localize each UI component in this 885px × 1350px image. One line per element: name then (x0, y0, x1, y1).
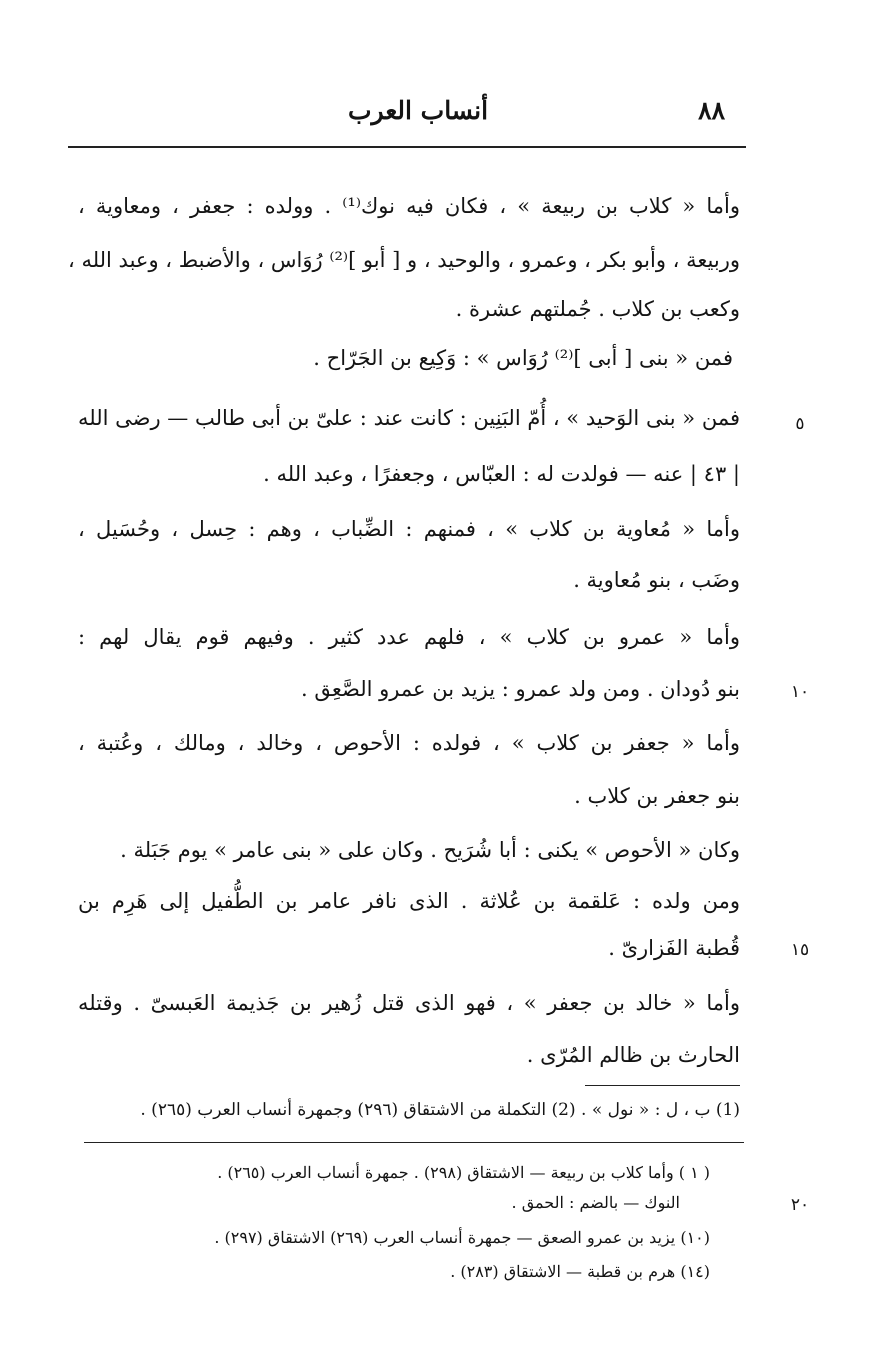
text-line: فمن « بنى [ أبى ]⁽²⁾ رُوَاس » : وَكِيع بن الجَرّاح . (313, 346, 733, 370)
notes-rule (84, 1142, 744, 1143)
header-rule (68, 146, 746, 148)
text-line: وضَب ، بنو مُعاوية . (573, 568, 740, 592)
text-line: قُطبة الفَزارىّ . (608, 936, 740, 960)
text-line: | ٤٣ | عنه — فولدت له : العبّاس ، وجعفرًا ، وعبد الله . (263, 462, 740, 486)
footnote-rule (585, 1085, 740, 1086)
text-line: وأما « عمرو بن كلاب » ، فلهم عدد كثير . وفيهم قوم يقال لهم : (78, 625, 740, 649)
line-number: ٥ (795, 414, 805, 434)
editor-note: (١٤) هرم بن قطبة — الاشتقاق (٢٨٣) . (450, 1262, 710, 1281)
text-line: الحارث بن ظالم المُرّى . (526, 1043, 740, 1067)
line-number: ١٥ (790, 940, 810, 960)
text-line: وكان « الأحوص » يكنى : أبا شُرَيح . وكان على « بنى عامر » يوم جَبَلة . (120, 838, 740, 862)
footnote: (1) ب ، ل : « نول » . (2) التكملة من الاشتقاق (٢٩٦) وجمهرة أنساب العرب (٢٦٥) . (140, 1100, 740, 1120)
page-number: ٨٨ (698, 96, 725, 125)
editor-note: ( ١ ) وأما كلاب بن ربيعة — الاشتقاق (٢٩٨) . جمهرة أنساب العرب (٢٦٥) . (217, 1163, 710, 1182)
line-number: ٢٠ (790, 1195, 810, 1215)
editor-note: النوك — بالضم : الحمق . (511, 1193, 680, 1212)
text-line: ومن ولده : عَلقمة بن عُلاثة . الذى نافر عامر بن الطُّفيل إلى هَرِم بن (78, 889, 740, 913)
text-line: وأما « مُعاوية بن كلاب » ، فمنهم : الضِّباب ، وهم : حِسل ، وحُسَيل ، (78, 517, 740, 541)
editor-note: (١٠) يزيد بن عمرو الصعق — جمهرة أنساب العرب (٢٦٩) الاشتقاق (٢٩٧) . (214, 1228, 710, 1247)
text-line: وأما « جعفر بن كلاب » ، فولده : الأحوص ، وخالد ، ومالك ، وعُتبة ، (78, 731, 740, 755)
text-line: وكعب بن كلاب . جُملتهم عشرة . (455, 297, 740, 321)
text-line: وأما « كلاب بن ربيعة » ، فكان فيه نوك⁽¹⁾ . وولده : جعفر ، ومعاوية ، (78, 194, 741, 218)
text-line: بنو جعفر بن كلاب . (574, 784, 740, 808)
text-line: بنو دُودان . ومن ولد عمرو : يزيد بن عمرو الصَّعِق . (301, 677, 740, 701)
text-line: وربيعة ، وأبو بكر ، وعمرو ، والوحيد ، و [ أبو ]⁽²⁾ رُوَاس ، والأضبط ، وعبد الله ، (67, 248, 740, 272)
text-line: وأما « خالد بن جعفر » ، فهو الذى قتل زُهير بن جَذيمة العَبسىّ . وقتله (78, 991, 740, 1015)
text-line: فمن « بنى الوَحيد » ، أُمّ البَنِين : كانت عند : علىّ بن أبى طالب — رضى الله (78, 406, 740, 430)
line-number: ١٠ (790, 682, 810, 702)
running-title: أنساب العرب (348, 96, 489, 125)
